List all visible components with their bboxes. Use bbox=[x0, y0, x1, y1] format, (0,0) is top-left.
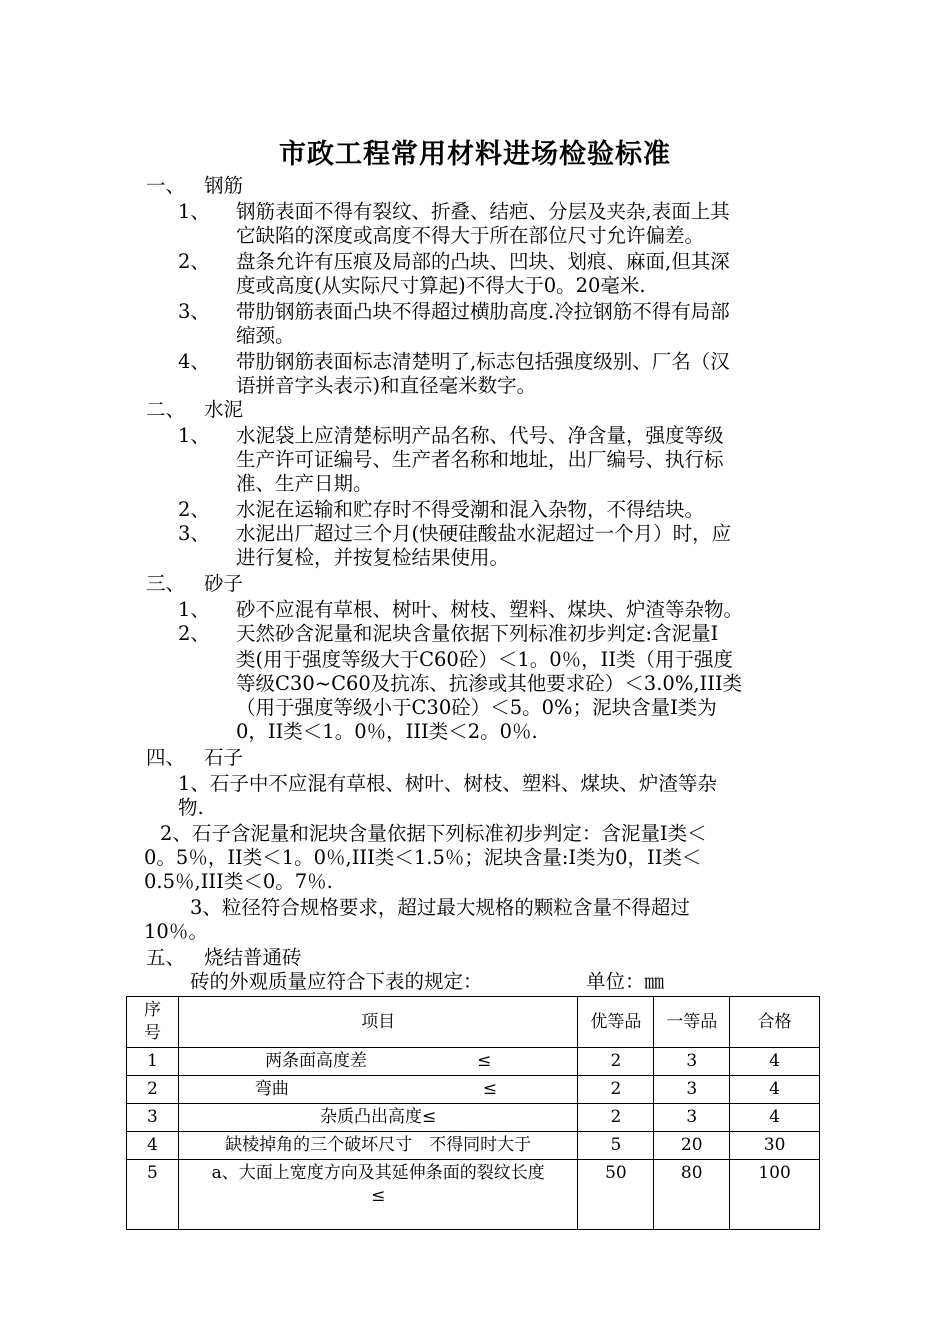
item-text: 砂不应混有草根、树叶、树枝、塑料、煤块、炉渣等杂物。 bbox=[236, 598, 744, 621]
item-text: 水泥袋上应清楚标明产品名称、代号、净含量，强度等级 bbox=[236, 424, 724, 447]
cell-first: 20 bbox=[654, 1132, 730, 1160]
brick-quality-table bbox=[126, 996, 820, 1230]
section-title: 钢筋 bbox=[204, 174, 244, 197]
header-qualified: 合格 bbox=[730, 997, 820, 1048]
item-text: 盘条允许有压痕及局部的凸块、凹块、划痕、麻面,但其深 bbox=[236, 250, 730, 273]
section-number: 四、 bbox=[146, 746, 186, 769]
item-text: 天然砂含泥量和泥块含量依据下列标准初步判定:含泥量I bbox=[236, 622, 719, 645]
cell-qualified: 30 bbox=[730, 1132, 820, 1160]
section-number: 一、 bbox=[146, 174, 186, 197]
cell-first: 80 bbox=[654, 1160, 730, 1230]
item-text: 带肋钢筋表面标志清楚明了,标志包括强度级别、厂名（汉 bbox=[236, 350, 730, 373]
cell-seq: 2 bbox=[127, 1076, 179, 1104]
section-title: 烧结普通砖 bbox=[204, 946, 302, 969]
page-title: 市政工程常用材料进场检验标准 bbox=[279, 139, 671, 170]
list-item bbox=[178, 250, 730, 274]
section-title: 砂子 bbox=[204, 572, 244, 595]
item-number: 4、 bbox=[178, 350, 210, 373]
item-text-continued: 等级C30~C60及抗冻、抗渗或其他要求砼）＜3.0%,III类 bbox=[236, 672, 743, 695]
list-item bbox=[178, 498, 704, 522]
item-text-continued: （用于强度等级小于C30砼）＜5。0%；泥块含量I类为 bbox=[236, 696, 717, 719]
item-text-continued: 语拼音字头表示)和直径毫米数字。 bbox=[236, 374, 537, 397]
list-item bbox=[178, 300, 730, 324]
section-title: 水泥 bbox=[204, 398, 244, 421]
section-heading-brick bbox=[146, 946, 302, 970]
item-text-continued: 进行复检，并按复检结果使用。 bbox=[236, 546, 510, 569]
cell-premium: 5 bbox=[578, 1132, 654, 1160]
cell-premium: 50 bbox=[578, 1160, 654, 1230]
table-row bbox=[127, 1104, 820, 1132]
header-seq: 序 号 bbox=[127, 997, 179, 1048]
paragraph-line: 10％。 bbox=[144, 920, 208, 943]
table-row bbox=[127, 1076, 820, 1104]
item-number: 2、 bbox=[178, 622, 210, 645]
cell-qualified: 4 bbox=[730, 1104, 820, 1132]
list-item bbox=[178, 598, 743, 622]
cell-seq: 4 bbox=[127, 1132, 179, 1160]
table-row bbox=[127, 1160, 820, 1230]
section-number: 三、 bbox=[146, 572, 186, 595]
table-row bbox=[127, 1132, 820, 1160]
cell-item: 弯曲 ≤ bbox=[178, 1076, 578, 1104]
paragraph-line: 0.5％,III类＜0。7％. bbox=[144, 870, 333, 893]
section-number: 二、 bbox=[146, 398, 186, 421]
unit-label: 单位：㎜ bbox=[586, 970, 665, 993]
header-first: 一等品 bbox=[654, 997, 730, 1048]
section-heading-cement bbox=[146, 398, 243, 422]
paragraph-line: 2、石子含泥量和泥块含量依据下列标准初步判定：含泥量I类＜ bbox=[160, 822, 707, 845]
item-number: 2、 bbox=[178, 498, 210, 521]
table-intro: 砖的外观质量应符合下表的规定： bbox=[190, 970, 483, 993]
cell-premium: 2 bbox=[578, 1104, 654, 1132]
item-number: 2、 bbox=[178, 250, 210, 273]
cell-item: 两条面高度差 ≤ bbox=[178, 1048, 578, 1076]
cell-item: 杂质凸出高度≤ bbox=[178, 1104, 578, 1132]
item-text-continued: 准、生产日期。 bbox=[236, 472, 373, 495]
list-item bbox=[178, 522, 731, 546]
paragraph-line: 3、粒径符合规格要求，超过最大规格的颗粒含量不得超过 bbox=[190, 896, 690, 919]
header-item: 项目 bbox=[178, 997, 578, 1048]
item-text-continued: 0，II类＜1。0％，III类＜2。0％. bbox=[236, 720, 538, 743]
cell-item: a、大面上宽度方向及其延伸条面的裂纹长度 ≤ bbox=[178, 1160, 578, 1230]
item-number: 1、 bbox=[178, 598, 210, 621]
item-text-continued: 度或高度(从实际尺寸算起)不得大于0。20毫米. bbox=[236, 274, 646, 297]
item-text-continued: 生产许可证编号、生产者名称和地址，出厂编号、执行标 bbox=[236, 448, 724, 471]
item-text: 水泥出厂超过三个月(快硬硅酸盐水泥超过一个月）时，应 bbox=[236, 522, 732, 545]
list-item bbox=[178, 622, 718, 646]
item-text-continued: 类(用于强度等级大于C60砼）＜1。0％，II类（用于强度 bbox=[236, 648, 734, 671]
cell-seq: 3 bbox=[127, 1104, 179, 1132]
item-text: 钢筋表面不得有裂纹、折叠、结疤、分层及夹杂,表面上其 bbox=[236, 200, 730, 223]
item-text: 带肋钢筋表面凸块不得超过横肋高度.冷拉钢筋不得有局部 bbox=[236, 300, 730, 323]
section-title: 石子 bbox=[204, 746, 244, 769]
list-item bbox=[178, 350, 730, 374]
table-header-row bbox=[127, 997, 820, 1048]
paragraph-line: 1、石子中不应混有草根、树叶、树枝、塑料、煤块、炉渣等杂 bbox=[178, 772, 717, 795]
section-heading-sand bbox=[146, 572, 243, 596]
paragraph-line: 物. bbox=[178, 796, 204, 819]
item-text-continued: 它缺陷的深度或高度不得大于所在部位尺寸允许偏差。 bbox=[236, 224, 705, 247]
list-item bbox=[178, 200, 730, 224]
paragraph-line: 0。5％，II类＜1。0％,III类＜1.5％；泥块含量:I类为0，II类＜ bbox=[144, 846, 702, 869]
header-premium: 优等品 bbox=[578, 997, 654, 1048]
item-number: 1、 bbox=[178, 200, 210, 223]
item-text-continued: 缩颈。 bbox=[236, 324, 295, 347]
cell-premium: 2 bbox=[578, 1076, 654, 1104]
cell-item: 缺棱掉角的三个破坏尺寸 不得同时大于 bbox=[178, 1132, 578, 1160]
cell-seq: 1 bbox=[127, 1048, 179, 1076]
table-row bbox=[127, 1048, 820, 1076]
cell-qualified: 4 bbox=[730, 1076, 820, 1104]
cell-first: 3 bbox=[654, 1048, 730, 1076]
cell-qualified: 4 bbox=[730, 1048, 820, 1076]
cell-first: 3 bbox=[654, 1104, 730, 1132]
cell-qualified: 100 bbox=[730, 1160, 820, 1230]
cell-premium: 2 bbox=[578, 1048, 654, 1076]
item-number: 1、 bbox=[178, 424, 210, 447]
section-number: 五、 bbox=[146, 946, 186, 969]
cell-seq: 5 bbox=[127, 1160, 179, 1230]
item-number: 3、 bbox=[178, 522, 210, 545]
section-heading-rebar bbox=[146, 174, 243, 198]
list-item bbox=[178, 424, 724, 448]
item-text: 水泥在运输和贮存时不得受潮和混入杂物，不得结块。 bbox=[236, 498, 705, 521]
section-heading-gravel bbox=[146, 746, 243, 770]
cell-first: 3 bbox=[654, 1076, 730, 1104]
item-number: 3、 bbox=[178, 300, 210, 323]
